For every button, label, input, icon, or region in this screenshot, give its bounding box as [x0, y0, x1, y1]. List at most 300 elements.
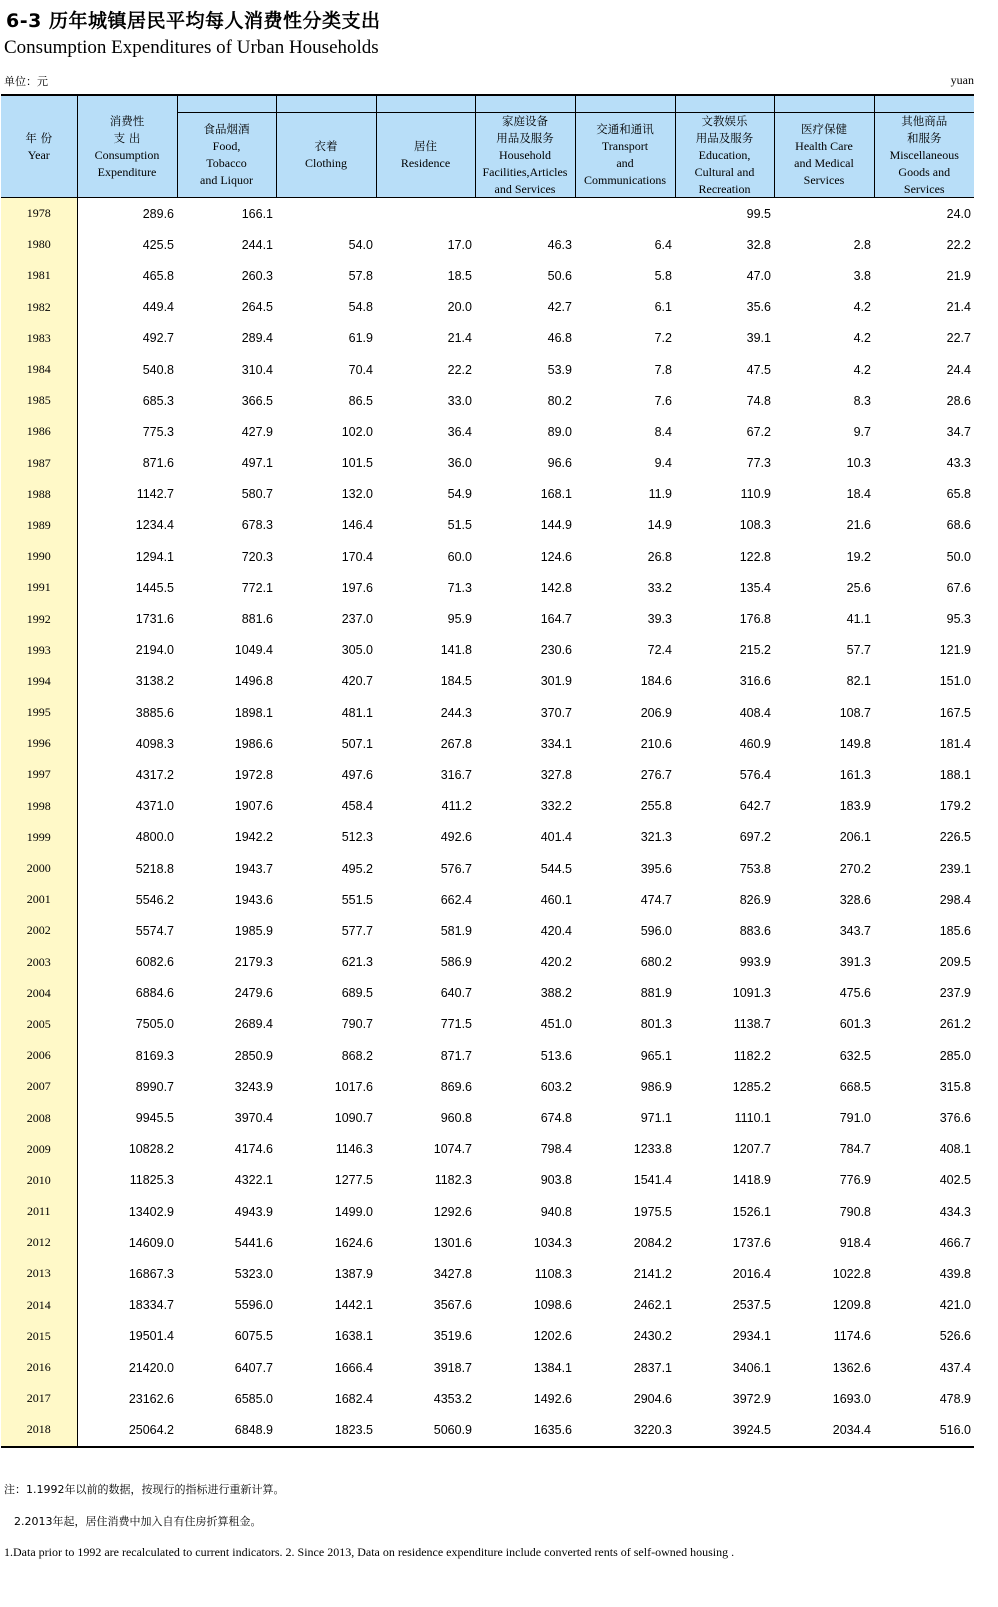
value-cell: 668.5 — [839, 1079, 871, 1094]
value-cell: 167.5 — [939, 705, 971, 720]
year-cell: 1997 — [1, 759, 77, 790]
table-row — [1, 1352, 974, 1383]
value-cell: 176.8 — [739, 612, 771, 627]
table-row — [1, 822, 974, 853]
value-cell: 1098.6 — [533, 1298, 572, 1313]
value-cell: 33.2 — [647, 580, 672, 595]
value-cell: 20.0 — [447, 300, 472, 315]
year-cell: 2013 — [1, 1258, 77, 1289]
table-row — [1, 603, 974, 634]
value-cell: 4174.6 — [234, 1142, 273, 1157]
value-cell: 3138.2 — [135, 674, 174, 689]
value-cell: 411.2 — [441, 799, 472, 814]
value-cell: 2934.1 — [732, 1329, 771, 1344]
year-cell: 2009 — [1, 1134, 77, 1165]
value-cell: 26.8 — [647, 549, 672, 564]
value-cell: 260.3 — [241, 268, 273, 283]
value-cell: 209.5 — [939, 955, 971, 970]
value-cell: 465.8 — [142, 268, 174, 283]
value-cell: 1942.2 — [234, 830, 273, 845]
value-cell: 166.1 — [241, 206, 273, 221]
column-header-zh: 医疗保健 — [801, 122, 847, 136]
value-cell: 101.5 — [341, 456, 373, 471]
value-cell: 1985.9 — [234, 923, 273, 938]
value-cell: 206.9 — [640, 705, 672, 720]
value-cell: 1526.1 — [732, 1204, 771, 1219]
value-cell: 5596.0 — [234, 1298, 273, 1313]
value-cell: 1898.1 — [234, 705, 273, 720]
column-header-en: and — [616, 156, 634, 170]
value-cell: 70.4 — [348, 362, 373, 377]
value-cell: 149.8 — [839, 736, 871, 751]
column-header-zh: 居住 — [414, 139, 437, 153]
value-cell: 206.1 — [839, 830, 871, 845]
value-cell: 261.2 — [939, 1017, 971, 1032]
value-cell: 475.6 — [839, 986, 871, 1001]
value-cell: 67.6 — [946, 580, 971, 595]
value-cell: 826.9 — [739, 892, 771, 907]
value-cell: 2194.0 — [135, 643, 174, 658]
value-cell: 632.5 — [839, 1048, 871, 1063]
value-cell: 449.4 — [142, 300, 174, 315]
year-cell: 1991 — [1, 572, 77, 603]
value-cell: 95.9 — [447, 612, 472, 627]
value-cell: 316.7 — [440, 767, 472, 782]
value-cell: 21.4 — [447, 331, 472, 346]
value-cell: 401.4 — [540, 830, 572, 845]
value-cell: 4371.0 — [135, 799, 174, 814]
value-cell: 790.8 — [839, 1204, 871, 1219]
year-cell: 1996 — [1, 728, 77, 759]
value-cell: 23162.6 — [128, 1391, 174, 1406]
page-title-en: Consumption Expenditures of Urban Households — [4, 37, 379, 58]
value-cell: 21.9 — [946, 268, 971, 283]
value-cell: 3220.3 — [575, 1414, 675, 1446]
value-cell: 4317.2 — [135, 767, 174, 782]
value-cell: 576.7 — [440, 861, 472, 876]
value-cell: 689.5 — [341, 986, 373, 1001]
value-cell: 1499.0 — [334, 1204, 373, 1219]
value-cell: 316.6 — [739, 674, 771, 689]
value-cell: 544.5 — [540, 861, 572, 876]
column-header-1 — [77, 95, 177, 198]
value-cell: 21420.0 — [128, 1360, 174, 1375]
table-row — [1, 260, 974, 291]
value-cell: 57.7 — [846, 643, 871, 658]
value-cell: 1823.5 — [276, 1414, 376, 1446]
value-cell: 395.6 — [640, 861, 672, 876]
value-cell: 408.4 — [739, 705, 771, 720]
value-cell: 6407.7 — [234, 1360, 273, 1375]
value-cell: 121.9 — [939, 643, 971, 658]
table-row — [1, 1134, 974, 1165]
value-cell: 4.2 — [853, 331, 871, 346]
value-cell: 1442.1 — [334, 1298, 373, 1313]
table-body — [1, 198, 974, 1447]
value-cell: 289.6 — [142, 206, 174, 221]
value-cell: 940.8 — [540, 1204, 572, 1219]
value-cell: 34.7 — [946, 424, 971, 439]
value-cell: 237.0 — [341, 612, 373, 627]
value-cell: 3.8 — [853, 268, 871, 283]
value-cell: 1943.6 — [234, 892, 273, 907]
value-cell: 376.6 — [939, 1111, 971, 1126]
value-cell: 1207.7 — [732, 1142, 771, 1157]
value-cell: 74.8 — [746, 393, 771, 408]
value-cell: 1907.6 — [234, 799, 273, 814]
value-cell: 53.9 — [547, 362, 572, 377]
value-cell — [376, 198, 475, 230]
value-cell: 11.9 — [648, 487, 672, 502]
value-cell: 801.3 — [640, 1017, 672, 1032]
year-cell: 1985 — [1, 385, 77, 416]
column-header-7 — [675, 95, 774, 198]
value-cell: 96.6 — [547, 456, 572, 471]
value-cell: 164.7 — [540, 612, 572, 627]
table-row — [1, 385, 974, 416]
value-cell: 17.0 — [447, 237, 472, 252]
value-cell: 1737.6 — [732, 1235, 771, 1250]
column-header-6 — [575, 95, 675, 198]
value-cell: 408.1 — [939, 1142, 971, 1157]
value-cell: 5218.8 — [135, 861, 174, 876]
value-cell: 586.9 — [440, 955, 472, 970]
value-cell: 334.1 — [540, 736, 572, 751]
value-cell: 4.2 — [853, 362, 871, 377]
value-cell: 2179.3 — [234, 955, 273, 970]
value-cell: 54.0 — [348, 237, 373, 252]
value-cell: 244.1 — [241, 237, 273, 252]
value-cell: 451.0 — [540, 1017, 572, 1032]
value-cell: 144.9 — [540, 518, 572, 533]
unit-label-en: yuan — [950, 73, 974, 87]
year-cell: 2005 — [1, 1009, 77, 1040]
value-cell: 72.4 — [647, 643, 672, 658]
table-row — [1, 510, 974, 541]
table-row — [1, 884, 974, 915]
value-cell: 784.7 — [839, 1142, 871, 1157]
value-cell: 4800.0 — [135, 830, 174, 845]
year-cell: 2006 — [1, 1040, 77, 1071]
value-cell: 239.1 — [939, 861, 971, 876]
value-cell: 108.3 — [739, 518, 771, 533]
value-cell: 460.1 — [540, 892, 572, 907]
value-cell: 46.3 — [547, 237, 572, 252]
value-cell: 993.9 — [739, 955, 771, 970]
value-cell: 3972.9 — [732, 1391, 771, 1406]
value-cell: 3406.1 — [732, 1360, 771, 1375]
value-cell: 183.9 — [839, 799, 871, 814]
column-header-zh: 其他商品 和服务 — [901, 113, 948, 145]
value-cell: 108.7 — [839, 705, 871, 720]
value-cell: 5574.7 — [135, 923, 174, 938]
year-cell: 1993 — [1, 635, 77, 666]
year-cell: 1995 — [1, 697, 77, 728]
value-cell: 5441.6 — [234, 1235, 273, 1250]
table-row — [1, 791, 974, 822]
column-header-en: Recreation — [698, 181, 751, 196]
value-cell: 2462.1 — [633, 1298, 672, 1313]
table-row — [1, 1414, 974, 1446]
value-cell: 35.6 — [746, 300, 771, 315]
footnote-english: 1.Data prior to 1992 are recalculated to current indicators. 2. Since 2013, Data on residence expenditure include converted rents of self-owned housing . — [4, 1545, 735, 1559]
year-cell: 2014 — [1, 1290, 77, 1321]
value-cell: 168.1 — [540, 487, 572, 502]
value-cell: 434.3 — [939, 1204, 971, 1219]
table-row — [1, 541, 974, 572]
value-cell: 492.7 — [142, 331, 174, 346]
value-cell: 36.0 — [447, 456, 472, 471]
value-cell: 61.9 — [348, 331, 373, 346]
value-cell: 36.4 — [447, 424, 472, 439]
value-cell: 1049.4 — [234, 643, 273, 658]
year-cell: 2004 — [1, 978, 77, 1009]
value-cell: 439.8 — [939, 1266, 971, 1281]
value-cell: 580.7 — [241, 487, 273, 502]
table-row — [1, 1102, 974, 1133]
column-header-zh: 消费性 支 出 — [109, 113, 145, 145]
value-cell: 986.9 — [640, 1079, 672, 1094]
value-cell: 6082.6 — [135, 955, 174, 970]
value-cell: 244.3 — [440, 705, 472, 720]
value-cell: 871.6 — [142, 456, 174, 471]
value-cell: 80.2 — [547, 393, 572, 408]
value-cell: 230.6 — [540, 643, 572, 658]
value-cell: 798.4 — [540, 1142, 572, 1157]
value-cell: 25.6 — [846, 580, 871, 595]
footnote-2: 2.2013年起，居住消费中加入自有住房折算租金。 — [14, 1515, 262, 1528]
value-cell: 328.6 — [839, 892, 871, 907]
value-cell: 1277.5 — [334, 1173, 373, 1188]
value-cell: 22.7 — [946, 331, 971, 346]
value-cell: 576.4 — [739, 767, 771, 782]
value-cell: 188.1 — [939, 767, 971, 782]
column-header-en: Clothing — [304, 156, 347, 170]
value-cell: 1202.6 — [533, 1329, 572, 1344]
value-cell: 215.2 — [739, 643, 771, 658]
table-row — [1, 292, 974, 323]
value-cell: 8169.3 — [135, 1048, 174, 1063]
value-cell: 18.4 — [846, 487, 871, 502]
column-header-zh: 食品烟酒 — [203, 122, 250, 136]
value-cell: 370.7 — [540, 705, 572, 720]
value-cell: 1362.6 — [832, 1360, 871, 1375]
value-cell: 21.4 — [946, 300, 971, 315]
value-cell: 2850.9 — [234, 1048, 273, 1063]
column-header-zh: 文教娱乐 用品及服务 — [695, 113, 754, 145]
value-cell: 22.2 — [946, 237, 971, 252]
value-cell: 8.3 — [853, 393, 871, 408]
table-row — [1, 1258, 974, 1289]
value-cell: 25064.2 — [77, 1414, 177, 1446]
value-cell: 264.5 — [241, 300, 273, 315]
value-cell: 270.2 — [839, 861, 871, 876]
value-cell: 6884.6 — [135, 986, 174, 1001]
column-header-en: Miscellaneous — [889, 147, 959, 162]
table-row — [1, 1321, 974, 1352]
table-row — [1, 728, 974, 759]
value-cell: 32.8 — [746, 237, 771, 252]
value-cell: 1975.5 — [633, 1204, 672, 1219]
value-cell: 1943.7 — [234, 861, 273, 876]
value-cell: 14.9 — [647, 518, 672, 533]
table-row — [1, 1290, 974, 1321]
value-cell: 142.8 — [540, 580, 572, 595]
table-row — [1, 759, 974, 790]
value-cell: 21.6 — [846, 518, 871, 533]
value-cell: 19501.4 — [128, 1329, 174, 1344]
value-cell: 1234.4 — [135, 518, 174, 533]
value-cell: 478.9 — [939, 1391, 971, 1406]
value-cell: 577.7 — [341, 923, 373, 938]
value-cell: 513.6 — [540, 1048, 572, 1063]
value-cell: 772.1 — [241, 580, 273, 595]
value-cell: 960.8 — [440, 1111, 472, 1126]
value-cell: 11825.3 — [129, 1173, 174, 1188]
year-cell: 1998 — [1, 791, 77, 822]
value-cell: 13402.9 — [128, 1204, 174, 1219]
value-cell: 16867.3 — [128, 1266, 174, 1281]
value-cell: 596.0 — [640, 923, 672, 938]
value-cell: 458.4 — [341, 799, 373, 814]
value-cell: 1294.1 — [135, 549, 174, 564]
value-cell: 170.4 — [341, 549, 373, 564]
value-cell: 77.3 — [746, 456, 771, 471]
value-cell: 791.0 — [839, 1111, 871, 1126]
table-row — [1, 572, 974, 603]
value-cell: 402.5 — [939, 1173, 971, 1188]
value-cell: 39.1 — [746, 331, 771, 346]
value-cell: 89.0 — [547, 424, 572, 439]
unit-label-zh: 单位：元 — [4, 75, 48, 88]
value-cell: 4353.2 — [433, 1391, 472, 1406]
value-cell: 685.3 — [142, 393, 174, 408]
value-cell: 507.1 — [341, 736, 373, 751]
value-cell: 775.3 — [142, 424, 174, 439]
value-cell: 540.8 — [142, 362, 174, 377]
table-row — [1, 1383, 974, 1414]
value-cell: 237.9 — [939, 986, 971, 1001]
table-row — [1, 1165, 974, 1196]
table-row — [1, 1196, 974, 1227]
table-row — [1, 416, 974, 447]
year-cell: 2011 — [1, 1196, 77, 1227]
value-cell: 425.5 — [142, 237, 174, 252]
value-cell: 8990.7 — [135, 1079, 174, 1094]
column-header-en: Transport — [601, 139, 649, 153]
year-cell: 1981 — [1, 260, 77, 291]
value-cell: 1693.0 — [832, 1391, 871, 1406]
value-cell: 57.8 — [348, 268, 373, 283]
value-cell: 19.2 — [846, 549, 871, 564]
value-cell: 310.4 — [241, 362, 273, 377]
value-cell: 47.0 — [746, 268, 771, 283]
value-cell: 1624.6 — [334, 1235, 373, 1250]
value-cell: 2904.6 — [633, 1391, 672, 1406]
value-cell: 28.6 — [946, 393, 971, 408]
value-cell: 551.5 — [341, 892, 373, 907]
column-header-en: Health Care — [795, 139, 853, 153]
column-header-5 — [475, 95, 575, 198]
table-row — [1, 323, 974, 354]
table-row — [1, 1071, 974, 1102]
value-cell: 3567.6 — [433, 1298, 472, 1313]
value-cell: 1445.5 — [135, 580, 174, 595]
value-cell: 7.8 — [654, 362, 672, 377]
value-cell: 1209.8 — [832, 1298, 871, 1313]
value-cell: 466.7 — [939, 1235, 971, 1250]
value-cell: 255.8 — [640, 799, 672, 814]
value-cell: 1146.3 — [335, 1142, 373, 1157]
footnote-1: 注：1.1992年以前的数据，按现行的指标进行重新计算。 — [4, 1483, 285, 1496]
value-cell: 776.9 — [839, 1173, 871, 1188]
value-cell: 18.5 — [447, 268, 472, 283]
value-cell: 8.4 — [654, 424, 672, 439]
year-cell: 1994 — [1, 666, 77, 697]
value-cell: 420.2 — [540, 955, 572, 970]
value-cell: 881.6 — [241, 612, 273, 627]
value-cell: 3427.8 — [433, 1266, 472, 1281]
column-header-8 — [774, 95, 874, 198]
value-cell: 4.2 — [853, 300, 871, 315]
value-cell: 1017.6 — [334, 1079, 373, 1094]
value-cell: 420.7 — [341, 674, 373, 689]
value-cell: 2479.6 — [234, 986, 273, 1001]
value-cell: 24.4 — [946, 362, 971, 377]
value-cell: 1387.9 — [334, 1266, 373, 1281]
value-cell: 1174.6 — [833, 1329, 871, 1344]
value-cell: 321.3 — [640, 830, 672, 845]
table-row — [1, 354, 974, 385]
value-cell: 1635.6 — [475, 1414, 575, 1446]
value-cell: 2430.2 — [633, 1329, 672, 1344]
value-cell — [475, 198, 575, 230]
value-cell: 753.8 — [739, 861, 771, 876]
value-cell: 601.3 — [839, 1017, 871, 1032]
year-cell: 2010 — [1, 1165, 77, 1196]
value-cell: 122.8 — [739, 549, 771, 564]
year-cell: 1983 — [1, 323, 77, 354]
year-cell: 2016 — [1, 1352, 77, 1383]
value-cell: 332.2 — [540, 799, 572, 814]
header-row — [1, 95, 974, 198]
value-cell: 1731.6 — [135, 612, 174, 627]
year-cell: 2018 — [1, 1414, 77, 1446]
value-cell: 1034.3 — [533, 1235, 572, 1250]
table-row — [1, 666, 974, 697]
value-cell: 10828.2 — [128, 1142, 174, 1157]
value-cell: 388.2 — [540, 986, 572, 1001]
column-header-2 — [177, 95, 276, 198]
value-cell: 869.6 — [440, 1079, 472, 1094]
value-cell: 2016.4 — [732, 1266, 771, 1281]
value-cell — [575, 198, 675, 230]
value-cell: 39.3 — [647, 612, 672, 627]
value-cell: 151.0 — [939, 674, 971, 689]
value-cell: 460.9 — [739, 736, 771, 751]
value-cell: 516.0 — [874, 1414, 974, 1446]
column-header-en: Tobacco — [206, 156, 247, 170]
value-cell: 24.0 — [946, 206, 971, 221]
value-cell: 184.6 — [640, 674, 672, 689]
column-header-en: Communications — [584, 173, 666, 187]
column-header-en: Consumption — [94, 147, 160, 162]
value-cell: 95.3 — [946, 612, 971, 627]
value-cell: 497.6 — [341, 767, 373, 782]
value-cell: 526.6 — [939, 1329, 971, 1344]
page-title-zh: 6-3 历年城镇居民平均每人消费性分类支出 — [6, 10, 381, 32]
year-cell: 2008 — [1, 1102, 77, 1133]
